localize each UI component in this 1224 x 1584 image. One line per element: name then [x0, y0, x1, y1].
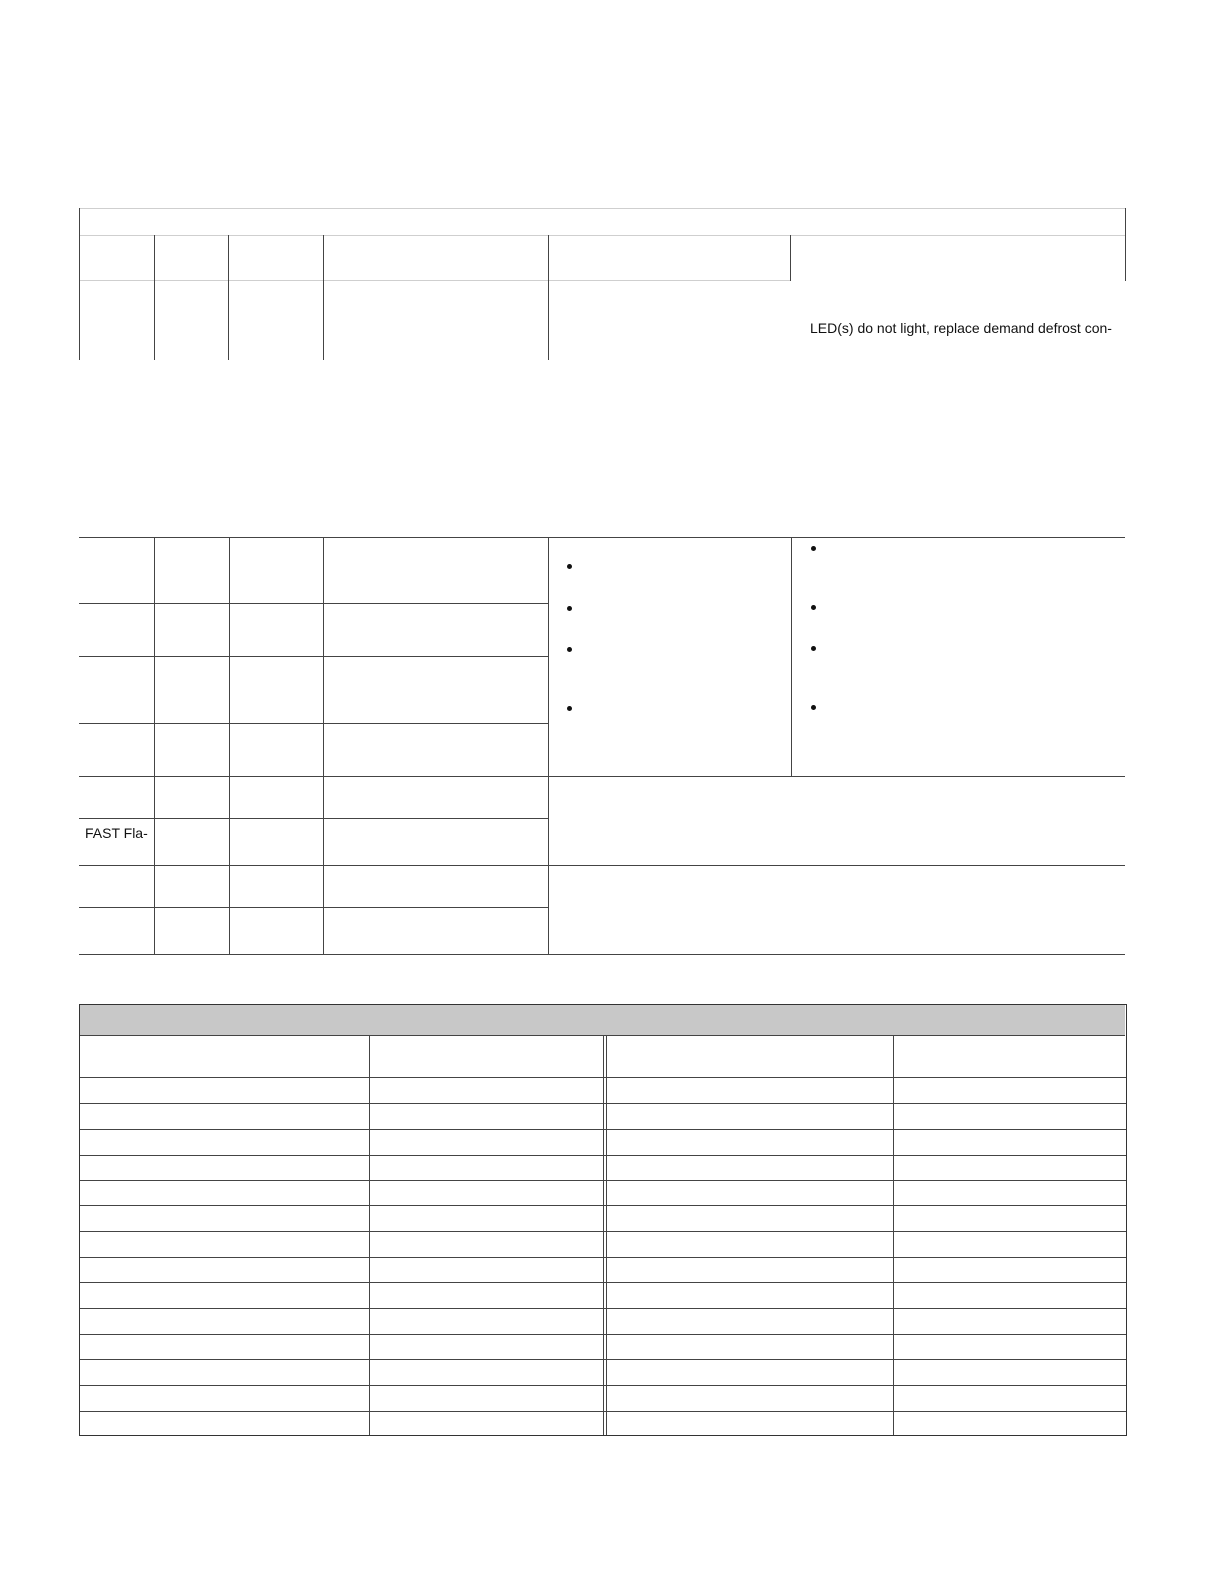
table-1-col-sep — [323, 235, 324, 360]
table-row — [80, 1282, 1126, 1283]
table-row — [80, 1257, 1126, 1258]
table-row — [80, 1205, 1126, 1206]
table-row — [80, 1231, 1126, 1232]
bullet-icon — [811, 646, 816, 651]
bullet-icon — [811, 546, 816, 551]
table-row — [80, 1077, 1126, 1078]
table-row — [80, 1155, 1126, 1156]
table-row — [80, 1129, 1126, 1130]
table-row — [80, 1411, 1126, 1412]
table-1-row-divider — [79, 280, 791, 281]
table-2-row-divider — [79, 818, 548, 819]
table-2-row-divider — [79, 907, 548, 908]
table-2-col-sep — [791, 537, 792, 776]
table-row — [80, 1180, 1126, 1181]
table-1-right-border — [1125, 208, 1126, 281]
table-2-row-divider — [79, 865, 1125, 866]
table-3-col-sep — [369, 1035, 370, 1435]
bullet-icon — [567, 606, 572, 611]
table-3-col-sep-double — [606, 1035, 607, 1435]
table-2-bottom-border — [79, 954, 1125, 955]
bullet-icon — [811, 705, 816, 710]
table-2-row-divider — [79, 656, 548, 657]
table-2-col-sep — [323, 537, 324, 954]
bullet-icon — [567, 647, 572, 652]
table-row — [80, 1385, 1126, 1386]
table-1-top-border — [79, 208, 1125, 209]
table-2-col-sep — [154, 537, 155, 954]
table-2-row-divider — [79, 603, 548, 604]
table-row — [80, 1334, 1126, 1335]
table-2-row-divider — [79, 776, 1125, 777]
table-2-col-sep — [548, 537, 549, 954]
table-2-top-border — [79, 537, 1125, 538]
table-3-col-sep — [893, 1035, 894, 1435]
table-1-col-sep — [548, 235, 549, 360]
table-1-col-sep — [154, 235, 155, 360]
table-2-cell-text: FAST Fla- — [85, 825, 148, 841]
bullet-icon — [567, 564, 572, 569]
bullet-icon — [811, 605, 816, 610]
table-row — [80, 1308, 1126, 1309]
table-2-row-divider — [79, 723, 548, 724]
table-1-col-sep — [228, 235, 229, 360]
table-row — [80, 1103, 1126, 1104]
table-1-cell-text: LED(s) do not light, replace demand defrost con- — [810, 320, 1112, 336]
table-1-col-sep — [790, 235, 791, 281]
table-row — [80, 1359, 1126, 1360]
table-3-col-sep-double — [603, 1035, 604, 1435]
table-2-col-sep — [229, 537, 230, 954]
bullet-icon — [567, 706, 572, 711]
table-1-header-divider — [79, 235, 1125, 236]
table-1-left-border — [79, 208, 80, 360]
